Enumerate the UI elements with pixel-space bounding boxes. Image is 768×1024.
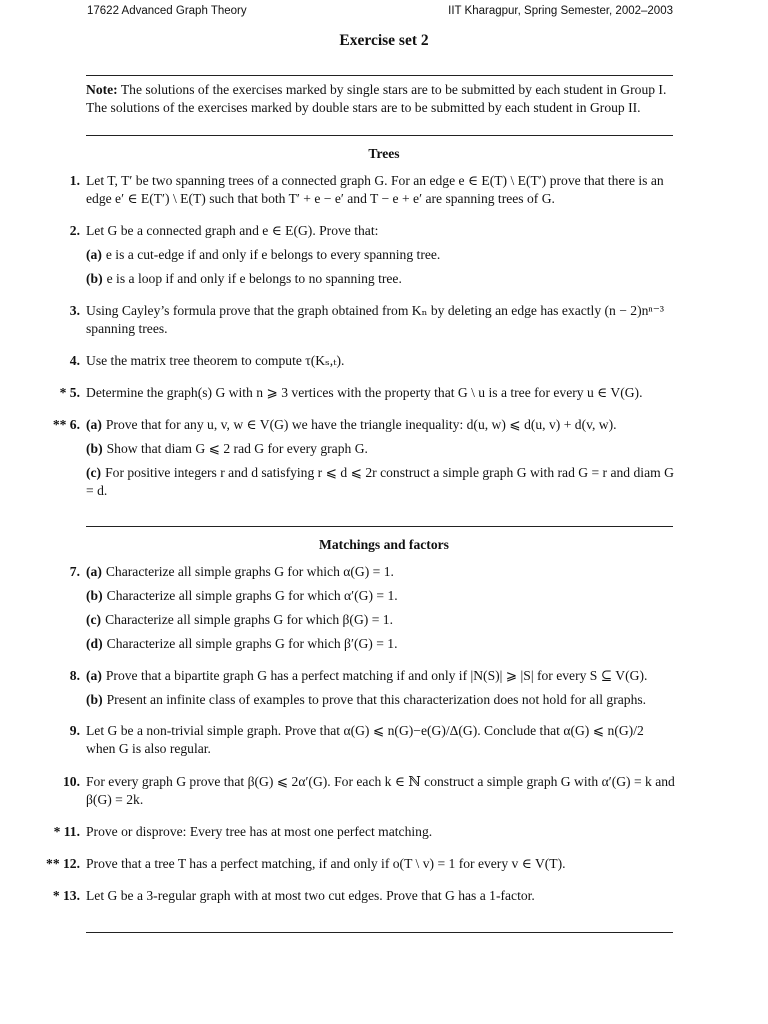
exercise-number: * 13. bbox=[52, 888, 80, 903]
exercise-text: Let G be a 3-regular graph with at most two cut edges. Prove that G has a 1-factor. bbox=[86, 888, 535, 903]
exercise-number: 10. bbox=[63, 774, 80, 789]
exercise-number: ** 12. bbox=[46, 856, 80, 871]
exercise-number: 7. bbox=[69, 564, 80, 579]
exercise-number: * 11. bbox=[53, 824, 80, 839]
exercise-number: 2. bbox=[69, 223, 80, 238]
exercise-part-a: (a) Characterize all simple graphs G for which α(G) = 1. bbox=[86, 564, 394, 579]
course-header: 17622 Advanced Graph Theory bbox=[87, 5, 247, 17]
institution-header: IIT Kharagpur, Spring Semester, 2002–2003 bbox=[448, 5, 673, 17]
divider bbox=[86, 932, 673, 933]
exercise-part-b: (b) Present an infinite class of examples to prove that this characterization does not hold for all graphs. bbox=[86, 692, 647, 707]
exercise-number: 8. bbox=[69, 668, 80, 683]
exercise-part-d: (d) Characterize all simple graphs G for which β′(G) = 1. bbox=[86, 636, 398, 651]
note-label: Note: bbox=[86, 82, 118, 97]
section-title-matchings: Matchings and factors bbox=[319, 537, 449, 552]
exercise-text: Use the matrix tree theorem to compute τ(Kₛ,ₜ). bbox=[86, 353, 345, 368]
exercise-part-b: (b) e is a loop if and only if e belongs to no spanning tree. bbox=[86, 271, 402, 286]
divider bbox=[86, 75, 673, 76]
exercise-number: 3. bbox=[69, 303, 80, 318]
exercise-number: 4. bbox=[69, 353, 80, 368]
divider bbox=[86, 526, 673, 527]
note-block bbox=[86, 81, 676, 117]
exercise-part-b: (b) Characterize all simple graphs G for which α′(G) = 1. bbox=[86, 588, 398, 603]
exercise-part-b: (b) Show that diam G ⩽ 2 rad G for every graph G. bbox=[86, 441, 368, 456]
exercise-part-c: (c) For positive integers r and d satisfying r ⩽ d ⩽ 2r construct a simple graph G with rad G = r and diam G = d. bbox=[86, 465, 674, 498]
exercise-text: For every graph G prove that β(G) ⩽ 2α′(G). For each k ∈ ℕ construct a simple graph G with α′(G) = k and β(G) = 2k. bbox=[86, 774, 675, 807]
note-text: The solutions of the exercises marked by single stars are to be submitted by each student in Group I. The solutions of the exercises marked by double stars are to be submitted by each student in Group II. bbox=[86, 82, 667, 115]
exercise-part-a: (a) Prove that a bipartite graph G has a perfect matching if and only if |N(S)| ⩾ |S| for every S ⊆ V(G). bbox=[86, 668, 648, 683]
exercise-text: Prove or disprove: Every tree has at most one perfect matching. bbox=[86, 824, 433, 839]
exercise-number: * 5. bbox=[59, 385, 80, 400]
exercise-text: Prove that a tree T has a perfect matching, if and only if o(T \ v) = 1 for every v ∈ V(T). bbox=[86, 856, 566, 871]
exercise-part-a: (a) Prove that for any u, v, w ∈ V(G) we have the triangle inequality: d(u, w) ⩽ d(u, v) + d(v, w). bbox=[86, 417, 617, 432]
exercise-text: Let T, T′ be two spanning trees of a connected graph G. For an edge e ∈ E(T) \ E(T′) prove that there is an edge e′ ∈ E(T′) \ E(T) such that both T′ + e − e′ and T − e + e′ are spanning trees of G. bbox=[86, 173, 664, 206]
exercise-number: ** 6. bbox=[52, 417, 80, 432]
exercise-text: Determine the graph(s) G with n ⩾ 3 vertices with the property that G \ u is a tree for every u ∈ V(G). bbox=[86, 385, 643, 400]
divider bbox=[86, 135, 673, 136]
page-title: Exercise set 2 bbox=[339, 32, 429, 49]
exercise-text: Using Cayley’s formula prove that the graph obtained from Kₙ by deleting an edge has exactly (n − 2)nⁿ⁻³ spanning trees. bbox=[86, 303, 664, 336]
exercise-text: Let G be a connected graph and e ∈ E(G). Prove that: bbox=[86, 223, 379, 238]
exercise-number: 9. bbox=[69, 723, 80, 738]
exercise-part-a: (a) e is a cut-edge if and only if e belongs to every spanning tree. bbox=[86, 247, 441, 262]
exercise-number: 1. bbox=[69, 173, 80, 188]
section-title-trees: Trees bbox=[368, 146, 400, 161]
exercise-text: Let G be a non-trivial simple graph. Prove that α(G) ⩽ n(G)−e(G)/Δ(G). Conclude that α(G) ⩽ n(G)/2 when G is also regular. bbox=[86, 723, 644, 756]
exercise-part-c: (c) Characterize all simple graphs G for which β(G) = 1. bbox=[86, 612, 393, 627]
